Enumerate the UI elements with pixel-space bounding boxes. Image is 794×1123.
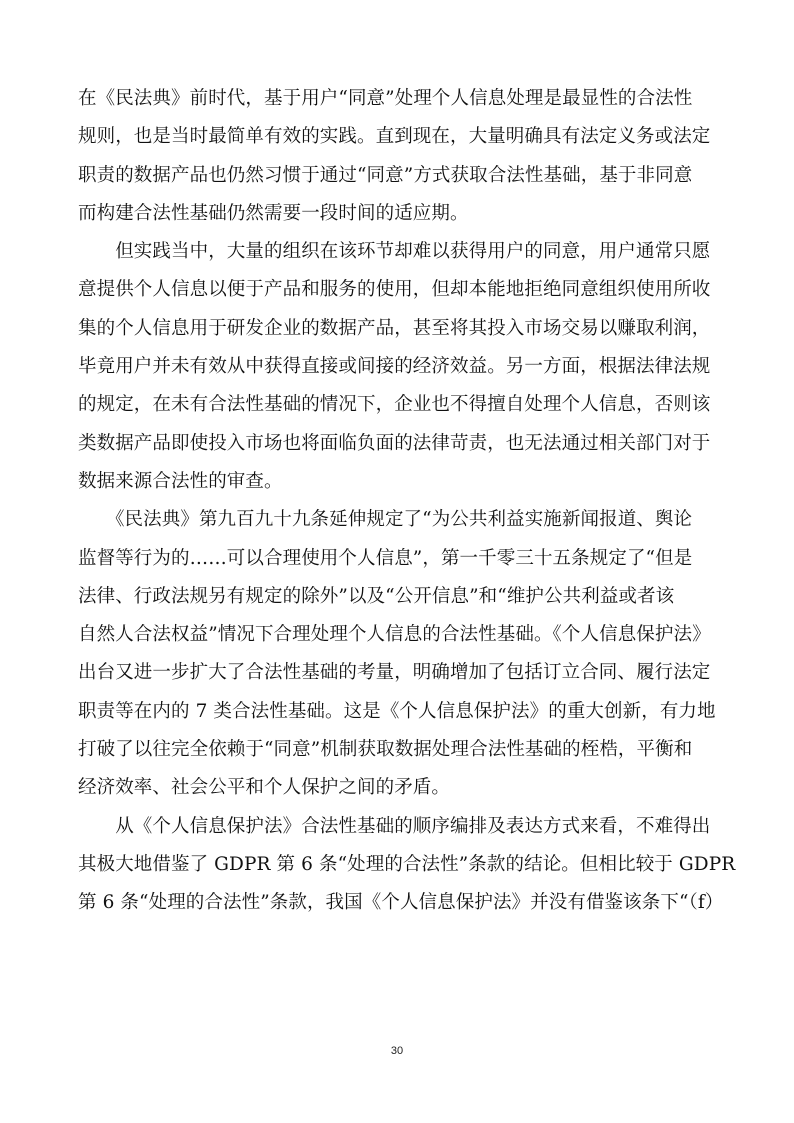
text-line: 规则，也是当时最简单有效的实践。直到现在，大量明确具有法定义务或法定 [78, 126, 711, 148]
text-line: 数据来源合法性的审查。 [78, 470, 283, 492]
text-line: 意提供个人信息以便于产品和服务的使用，但却本能地拒绝同意组织使用所收 [78, 279, 711, 301]
text-line: 出台又进一步扩大了合法性基础的考量，明确增加了包括订立合同、履行法定 [78, 662, 711, 684]
text-line: 职责的数据产品也仍然习惯于通过“同意”方式获取合法性基础，基于非同意 [78, 164, 693, 186]
document-body [78, 80, 736, 923]
paragraph-2 [78, 233, 716, 501]
page-number: 30 [390, 1045, 404, 1057]
text-line: 经济效率、社会公平和个人保护之间的矛盾。 [78, 777, 451, 799]
text-line: 自然人合法权益”情况下合理处理个人信息的合法性基础。《个人信息保护法》 [78, 624, 711, 646]
text-line: 监督等行为的……可以合理使用个人信息”，第一千零三十五条规定了“但是 [78, 547, 693, 569]
paragraph-1 [78, 80, 716, 233]
paragraph-3 [78, 501, 716, 807]
text-line: 打破了以往完全依赖于“同意”机制获取数据处理合法性基础的桎梏，平衡和 [78, 739, 693, 761]
text-line: 《民法典》第九百九十九条延伸规定了“为公共利益实施新闻报道、舆论 [78, 509, 693, 531]
text-line: 职责等在内的 7 类合法性基础。这是《个人信息保护法》的重大创新，有力地 [78, 700, 716, 722]
text-line: 毕竟用户并未有效从中获得直接或间接的经济效益。另一方面，根据法律法规 [78, 356, 711, 378]
text-line: 第 6 条“处理的合法性”条款，我国《个人信息保护法》并没有借鉴该条下“（f） [78, 892, 724, 914]
text-line: 从《个人信息保护法》合法性基础的顺序编排及表达方式来看，不难得出 [78, 815, 711, 837]
text-line: 在《民法典》前时代，基于用户“同意”处理个人信息处理是最显性的合法性 [78, 88, 693, 109]
text-line: 集的个人信息用于研发企业的数据产品，甚至将其投入市场交易以赚取利润， [78, 317, 711, 339]
text-line: 类数据产品即使投入市场也将面临负面的法律苛责，也无法通过相关部门对于 [78, 432, 711, 454]
text-line: 的规定，在未有合法性基础的情况下，企业也不得擅自处理个人信息，否则该 [78, 394, 711, 416]
text-line: 法律、行政法规另有规定的除外”以及“公开信息”和“维护公共利益或者该 [78, 585, 675, 607]
text-line: 但实践当中，大量的组织在该环节却难以获得用户的同意，用户通常只愿 [78, 241, 711, 263]
paragraph-4 [78, 808, 736, 923]
text-line: 而构建合法性基础仍然需要一段时间的适应期。 [78, 202, 469, 224]
text-line: 其极大地借鉴了 GDPR 第 6 条“处理的合法性”条款的结论。但相比较于 GDPR [78, 853, 736, 875]
